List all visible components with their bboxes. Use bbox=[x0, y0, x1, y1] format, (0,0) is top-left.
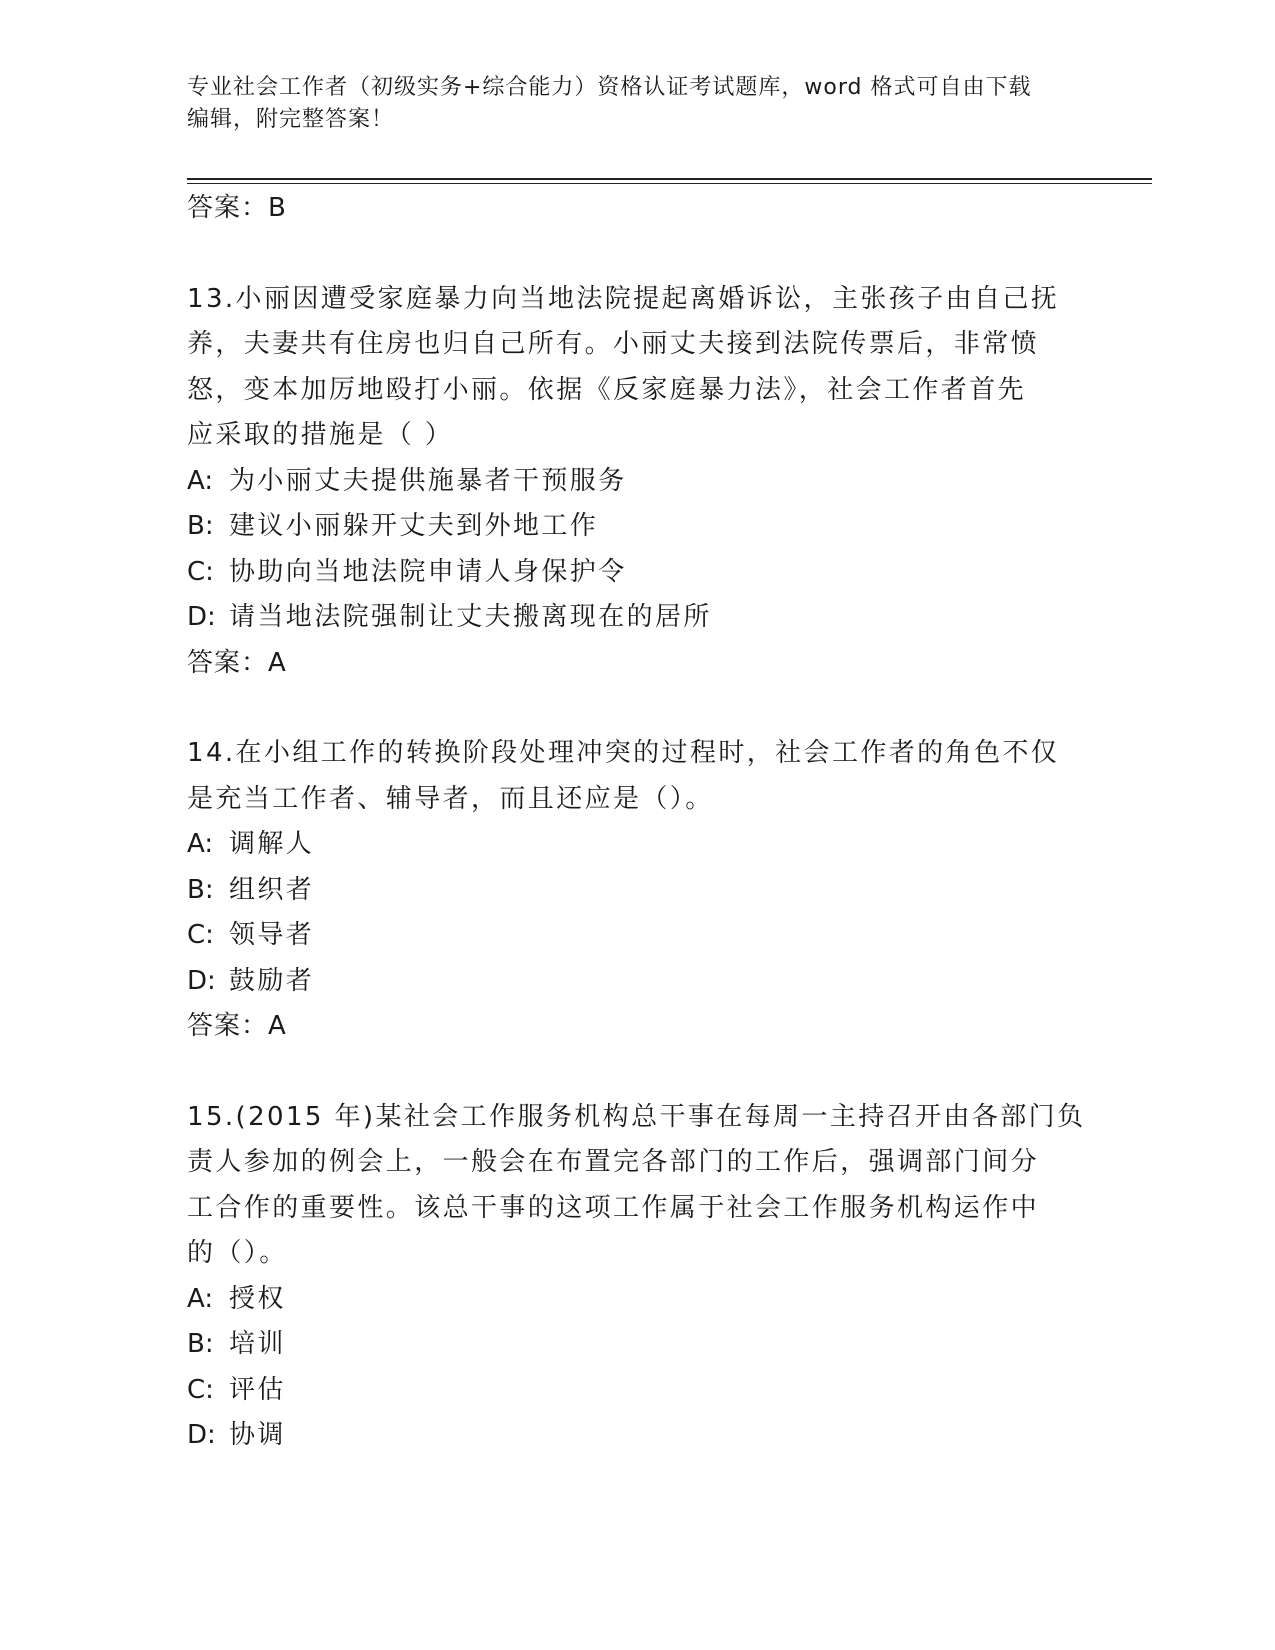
question-15 bbox=[187, 1095, 1087, 1459]
question-text-line: 怒，变本加厉地殴打小丽。依据《反家庭暴力法》，社会工作者首先 bbox=[187, 374, 1027, 405]
question-text-line: 工合作的重要性。该总干事的这项工作属于社会工作服务机构运作中 bbox=[187, 1192, 1040, 1223]
answer-line: 答案：A bbox=[187, 1011, 287, 1041]
option-text: 建议小丽躲开丈夫到外地工作 bbox=[229, 511, 599, 541]
question-text-line: 责人参加的例会上，一般会在布置完各部门的工作后，强调部门间分 bbox=[187, 1147, 1040, 1177]
option-letter: A: bbox=[187, 465, 214, 496]
option-b bbox=[187, 868, 1087, 914]
option-text: 授权 bbox=[229, 1283, 286, 1314]
option-b bbox=[187, 1322, 1087, 1368]
option-text: 调解人 bbox=[229, 829, 315, 859]
option-letter: A: bbox=[187, 1283, 214, 1314]
question-text-line: 14.在小组工作的转换阶段处理冲突的过程时，社会工作者的角色不仅 bbox=[187, 738, 1060, 768]
question-13 bbox=[187, 277, 1087, 687]
option-d bbox=[187, 959, 1087, 1005]
option-letter: C: bbox=[187, 920, 214, 950]
option-c bbox=[187, 913, 1087, 959]
option-text: 组织者 bbox=[229, 874, 315, 905]
question-text-line: 13.小丽因遭受家庭暴力向当地法院提起离婚诉讼，主张孩子由自己抚 bbox=[187, 283, 1060, 314]
question-text-line: 的（）。 bbox=[187, 1238, 288, 1268]
option-c bbox=[187, 550, 1087, 596]
option-letter: C: bbox=[187, 1374, 214, 1405]
option-text: 领导者 bbox=[229, 920, 315, 950]
option-text: 协调 bbox=[229, 1420, 286, 1450]
header-line-2: 编辑，附完整答案！ bbox=[187, 107, 395, 132]
option-letter: B: bbox=[187, 511, 214, 541]
spacer bbox=[187, 232, 1087, 277]
question-14 bbox=[187, 731, 1087, 1050]
spacer bbox=[187, 1050, 1087, 1095]
option-text: 协助向当地法院申请人身保护令 bbox=[229, 556, 627, 587]
header-rule-thin bbox=[187, 183, 1152, 184]
option-a bbox=[187, 1277, 1087, 1323]
option-text: 评估 bbox=[229, 1374, 286, 1405]
option-letter: B: bbox=[187, 1329, 214, 1359]
option-a bbox=[187, 822, 1087, 868]
question-text-line: 15.(2015 年)某社会工作服务机构总干事在每周一主持召开由各部门负 bbox=[187, 1101, 1086, 1132]
option-letter: B: bbox=[187, 874, 214, 905]
question-text-line: 应采取的措施是（ ） bbox=[187, 420, 454, 450]
option-letter: C: bbox=[187, 556, 214, 587]
option-d bbox=[187, 595, 1087, 641]
option-letter: D: bbox=[187, 965, 216, 996]
option-text: 请当地法院强制让丈夫搬离现在的居所 bbox=[229, 602, 712, 632]
header-line-1: 专业社会工作者（初级实务+综合能力）资格认证考试题库，word 格式可自由下载 bbox=[187, 75, 1032, 100]
option-text: 鼓励者 bbox=[229, 965, 315, 996]
question-text-line: 养，夫妻共有住房也归自己所有。小丽丈夫接到法院传票后，非常愤 bbox=[187, 329, 1040, 359]
option-b bbox=[187, 504, 1087, 550]
option-letter: D: bbox=[187, 602, 216, 632]
answer-line: 答案：A bbox=[187, 647, 287, 678]
option-text: 培训 bbox=[229, 1329, 286, 1359]
option-d bbox=[187, 1413, 1087, 1459]
option-letter: D: bbox=[187, 1420, 216, 1450]
option-text: 为小丽丈夫提供施暴者干预服务 bbox=[229, 465, 627, 496]
option-c bbox=[187, 1368, 1087, 1414]
header-rule-thick bbox=[187, 178, 1152, 180]
spacer bbox=[187, 686, 1087, 731]
page-header bbox=[187, 72, 1087, 136]
option-letter: A: bbox=[187, 829, 214, 859]
question-text-line: 是充当工作者、辅导者，而且还应是（）。 bbox=[187, 783, 714, 814]
question-content bbox=[187, 186, 1087, 1459]
option-a bbox=[187, 459, 1087, 505]
previous-answer: 答案：B bbox=[187, 193, 287, 223]
